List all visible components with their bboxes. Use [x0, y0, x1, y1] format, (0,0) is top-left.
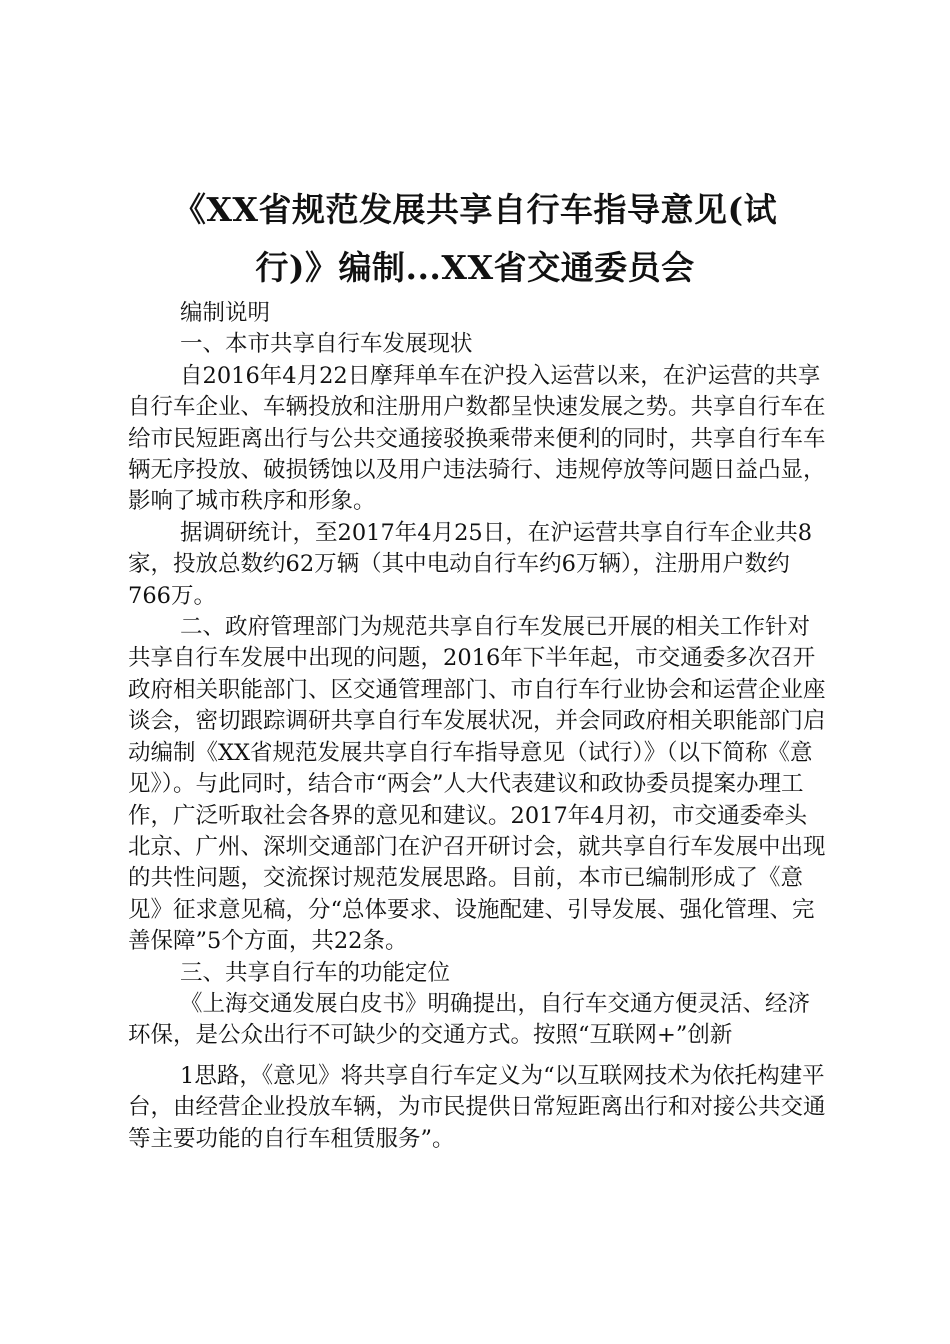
paragraph-statistics: 据调研统计，至2017年4月25日，在沪运营共享自行车企业共8家，投放总数约62万辆（其中电动自行车约6万辆），注册用户数约766万。: [128, 519, 813, 609]
paragraph-current-status: 自2016年4月22日摩拜单车在沪投入运营以来，在沪运营的共享自行车企业、车辆投放和注册用户数都呈快速发展之势。共享自行车在给市民短距离出行与公共交通接驳换乘带来便利的同时，共享自行车车辆无序投放、破损锈蚀以及用户违法骑行、违规停放等问题日益凸显，影响了城市秩序和形象。: [128, 362, 826, 515]
section-heading-compilation-note: 编制说明: [180, 300, 271, 326]
section-heading-3: 三、共享自行车的功能定位: [180, 959, 451, 986]
document-title-line-2: 行)》编制...XX省交通委员会: [255, 248, 695, 287]
document-body: [128, 298, 828, 1155]
paragraph-definition: 1思路，《意见》将共享自行车定义为“以互联网技术为依托构建平台，由经营企业投放车辆，为市民提供日常短距离出行和对接公共交通等主要功能的自行车租赁服务”。: [128, 1062, 826, 1152]
paragraph-white-paper: 《上海交通发展白皮书》明确提出，自行车交通方便灵活、经济环保，是公众出行不可缺少的交通方式。按照“互联网+”创新: [128, 990, 811, 1049]
document-title-line-1: 《XX省规范发展共享自行车指导意见(试: [172, 190, 778, 229]
section-heading-2-paragraph: 二、政府管理部门为规范共享自行车发展已开展的相关工作针对共享自行车发展中出现的问题，2016年下半年起，市交通委多次召开政府相关职能部门、区交通管理部门、市自行车行业协会和运营企业座谈会，密切跟踪调研共享自行车发展状况，并会同政府相关职能部门启动编制《XX省规范发展共享自行车指导意见（试行）》（以下简称《意见》）。与此同时，结合市“两会”人大代表建议和政协委员提案办理工作，广泛听取社会各界的意见和建议。2017年4月初，市交通委牵头北京、广州、深圳交通部门在沪召开研讨会，就共享自行车发展中出现的共性问题，交流探讨规范发展思路。目前，本市已编制形成了《意见》征求意见稿，分“总体要求、设施配建、引导发展、强化管理、完善保障”5个方面，共22条。: [128, 614, 826, 955]
section-heading-1: 一、本市共享自行车发展现状: [180, 331, 473, 358]
